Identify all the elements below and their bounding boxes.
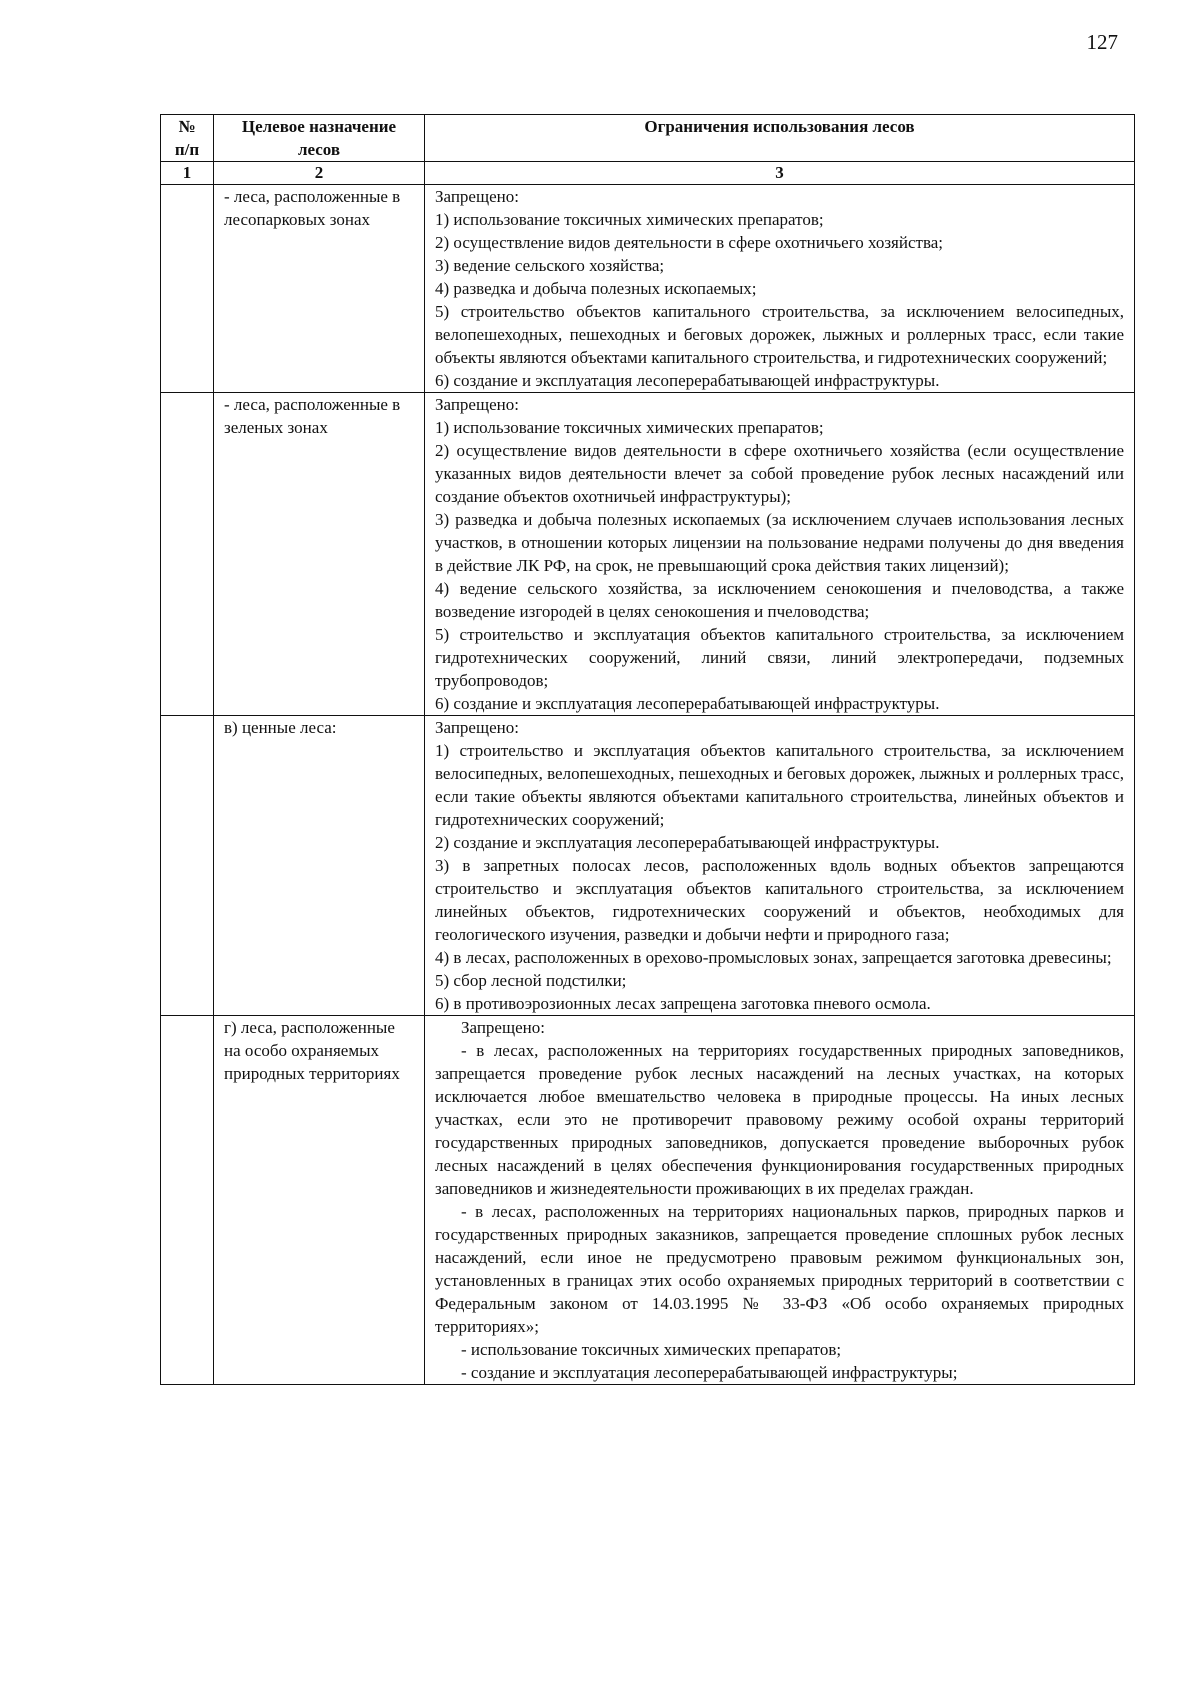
header-restrictions: Ограничения использования лесов	[425, 115, 1135, 162]
restriction-line: Запрещено:	[435, 187, 519, 206]
restriction-line: 2) осуществление видов деятельности в сфере охотничьего хозяйства (если осуществление указанных видов деятельности влечет за собой проведение рубок лесных насаждений или создание объектов охотничьей инфраструктуры);	[435, 441, 1124, 506]
table-row	[161, 393, 1135, 716]
restriction-line: 4) ведение сельского хозяйства, за исключением сенокошения и пчеловодства, а также возведение изгородей в целях сенокошения и пчеловодства;	[435, 579, 1124, 621]
purpose-cell: в) ценные леса:	[214, 716, 425, 1016]
restrictions-cell	[425, 185, 1135, 393]
restriction-line: 4) в лесах, расположенных в орехово-промысловых зонах, запрещается заготовка древесины;	[435, 948, 1112, 967]
restriction-line: 5) сбор лесной подстилки;	[435, 971, 627, 990]
restriction-line: 3) разведка и добыча полезных ископаемых (за исключением случаев использования лесных участков, в отношении которых лицензии на пользование недрами получены до дня введения в действие ЛК РФ, на срок, не превышающий срока действия таких лицензий);	[435, 510, 1124, 575]
column-number: 3	[425, 162, 1135, 185]
table-header-row	[161, 115, 1135, 162]
restriction-line: - создание и эксплуатация лесоперерабатывающей инфраструктуры;	[461, 1363, 958, 1382]
column-number-row	[161, 162, 1135, 185]
table-row	[161, 716, 1135, 1016]
restriction-line: 1) использование токсичных химических препаратов;	[435, 210, 824, 229]
restrictions-table	[160, 114, 1135, 1385]
restriction-line: Запрещено:	[461, 1018, 545, 1037]
header-num: № п/п	[161, 115, 214, 162]
row-num-cell	[161, 1016, 214, 1385]
restriction-line: 1) строительство и эксплуатация объектов капитального строительства, за исключением велосипедных, велопешеходных, пешеходных и беговых дорожек, лыжных и роллерных трасс, если такие объекты являются объектами капитального строительства, линейных объектов и гидротехнических сооружений;	[435, 741, 1124, 829]
restriction-line: 3) в запретных полосах лесов, расположенных вдоль водных объектов запрещаются строительство и эксплуатация объектов капитального строительства, за исключением линейных объектов, гидротехнических сооружений и объектов, необходимых для геологического изучения, разведки и добычи нефти и природного газа;	[435, 856, 1124, 944]
table-row	[161, 1016, 1135, 1385]
header-purpose: Целевое назначение лесов	[214, 115, 425, 162]
purpose-cell: - леса, расположенные в зеленых зонах	[214, 393, 425, 716]
table-row	[161, 185, 1135, 393]
restriction-line: Запрещено:	[435, 395, 519, 414]
restriction-line: 2) осуществление видов деятельности в сфере охотничьего хозяйства;	[435, 233, 944, 252]
restriction-line: 6) в противоэрозионных лесах запрещена заготовка пневого осмола.	[435, 994, 931, 1013]
column-number: 1	[161, 162, 214, 185]
restrictions-cell	[425, 716, 1135, 1016]
restriction-line: 6) создание и эксплуатация лесоперерабатывающей инфраструктуры.	[435, 694, 940, 713]
restrictions-cell	[425, 393, 1135, 716]
restriction-line: 1) использование токсичных химических препаратов;	[435, 418, 824, 437]
restriction-line: - в лесах, расположенных на территориях государственных природных заповедников, запрещается проведение рубок лесных насаждений на лесных участках, на которых исключается любое вмешательство человека в природные процессы. На иных лесных участках, если это не противоречит правовому режиму особой охраны территорий государственных природных заповедников, допускается проведение выборочных рубок лесных насаждений в целях обеспечения функционирования государственных природных заповедников и жизнедеятельности проживающих в их пределах граждан.	[435, 1041, 1124, 1198]
restriction-line: 4) разведка и добыча полезных ископаемых;	[435, 279, 757, 298]
purpose-cell: г) леса, расположенные на особо охраняемых природных территориях	[214, 1016, 425, 1385]
restrictions-cell	[425, 1016, 1135, 1385]
row-num-cell	[161, 716, 214, 1016]
restriction-line: 5) строительство объектов капитального строительства, за исключением велосипедных, велопешеходных, пешеходных и беговых дорожек, лыжных и роллерных трасс, если такие объекты являются объектами капитального строительства, и гидротехнических сооружений;	[435, 302, 1124, 367]
restriction-line: 2) создание и эксплуатация лесоперерабатывающей инфраструктуры.	[435, 833, 940, 852]
restriction-line: Запрещено:	[435, 718, 519, 737]
restriction-line: - в лесах, расположенных на территориях национальных парков, природных парков и государственных природных заказников, запрещается проведение сплошных рубок лесных насаждений, если иное не предусмотрено правовым режимом функциональных зон, установленных в границах этих особо охраняемых природных территорий в соответствии с Федеральным законом от 14.03.1995 № 33-ФЗ «Об особо охраняемых природных территориях»;	[435, 1202, 1124, 1336]
row-num-cell	[161, 185, 214, 393]
row-num-cell	[161, 393, 214, 716]
restriction-line: 5) строительство и эксплуатация объектов капитального строительства, за исключением гидротехнических сооружений, линий связи, линий электропередачи, подземных трубопроводов;	[435, 625, 1124, 690]
purpose-cell: - леса, расположенные в лесопарковых зонах	[214, 185, 425, 393]
column-number: 2	[214, 162, 425, 185]
restriction-line: 3) ведение сельского хозяйства;	[435, 256, 665, 275]
restriction-line: - использование токсичных химических препаратов;	[461, 1340, 842, 1359]
page-number: 127	[1086, 30, 1118, 54]
restriction-line: 6) создание и эксплуатация лесоперерабатывающей инфраструктуры.	[435, 371, 940, 390]
